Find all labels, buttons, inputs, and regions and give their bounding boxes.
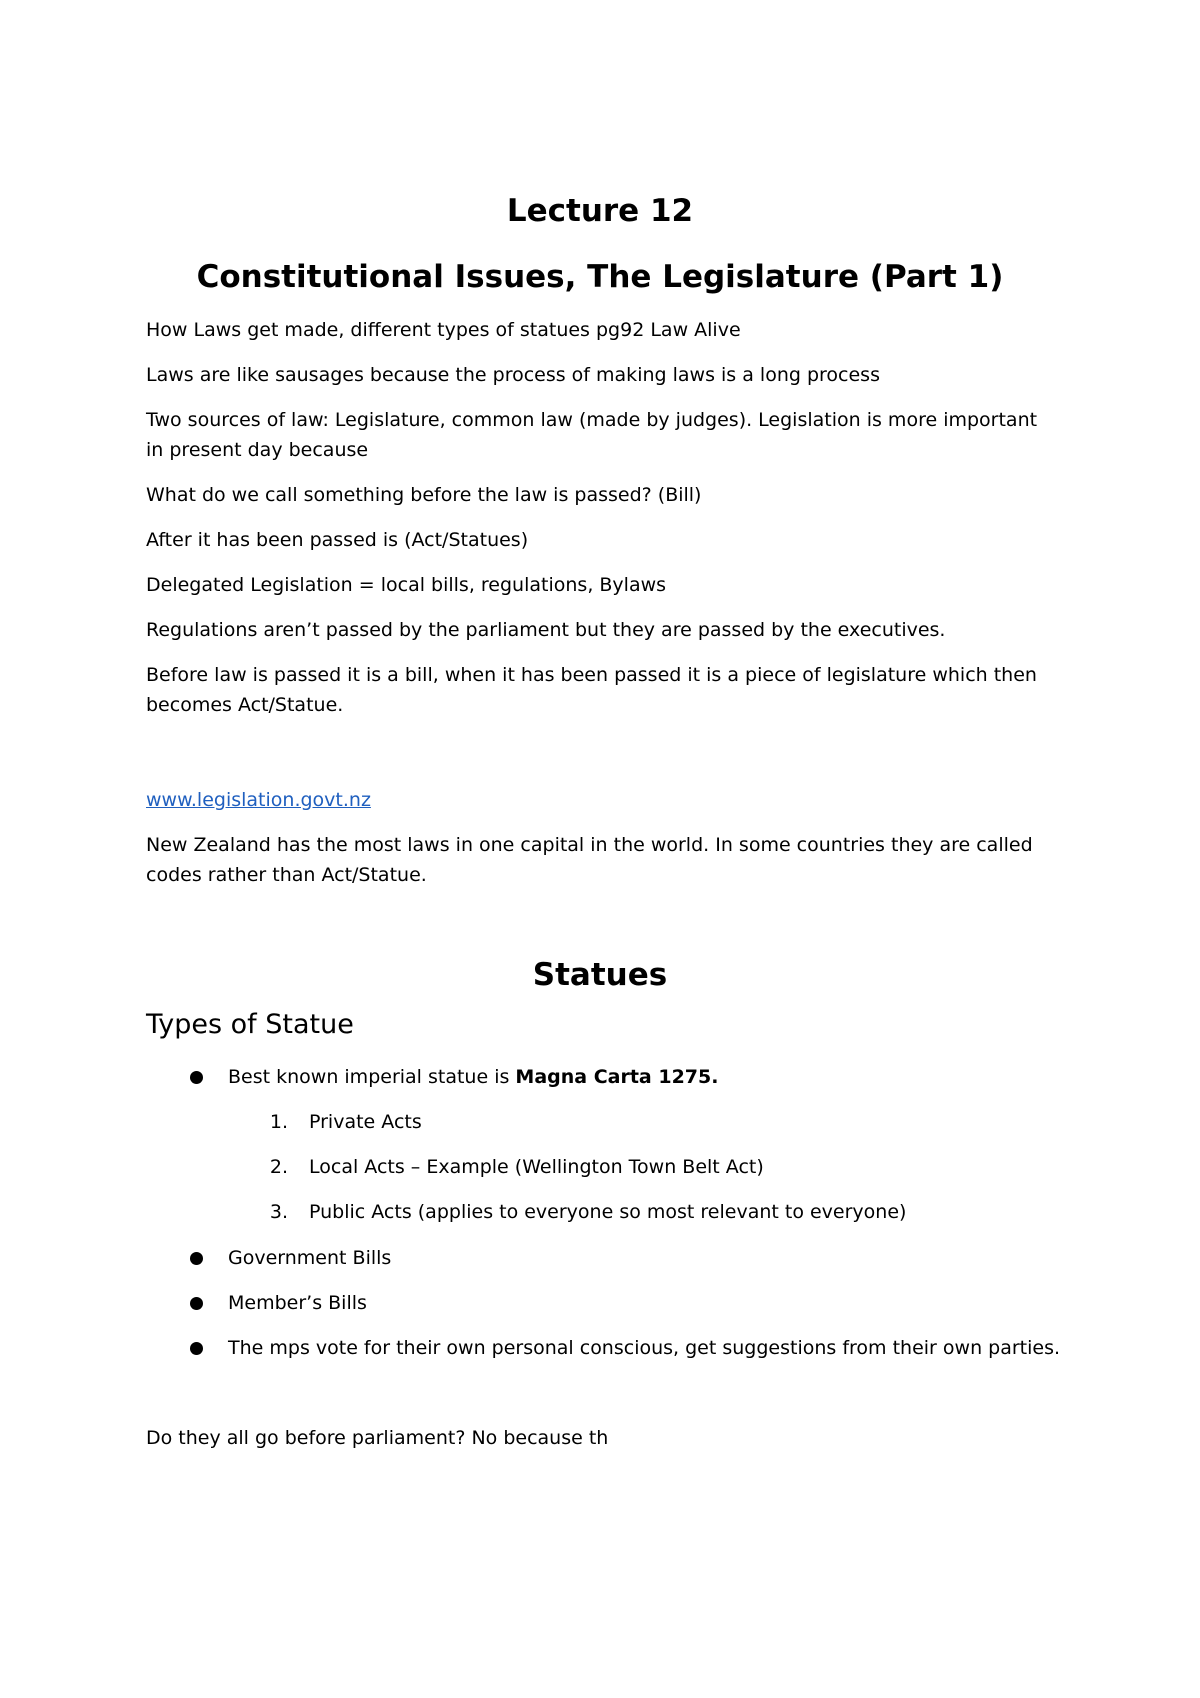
- legislation-website-link[interactable]: www.legislation.govt.nz: [146, 789, 371, 811]
- paragraph-how-laws: How Laws get made, different types of statues pg92 Law Alive: [146, 319, 741, 341]
- paragraph-closing-question: Do they all go before parliament? No because th: [146, 1427, 609, 1449]
- statues-heading: Statues: [532, 957, 668, 993]
- paragraph-new-zealand: New Zealand has the most laws in one capital in the world. In some countries they are called codes rather than Act/Statue.: [146, 834, 1033, 886]
- bullet-mps-vote: The mps vote for their own personal conscious, get suggestions from their own parties.: [228, 1337, 1061, 1359]
- bullet-magna-carta-bold: Magna Carta 1275.: [515, 1066, 719, 1088]
- lecture-heading: Lecture 12: [506, 193, 694, 229]
- bullet-dot-icon: [190, 1071, 203, 1084]
- legislation-link-row: [146, 785, 371, 815]
- paragraph-bill-question: What do we call something before the law is passed? (Bill): [146, 484, 702, 506]
- paragraph-sausages: Laws are like sausages because the process of making laws is a long process: [146, 364, 880, 386]
- list-item-private-acts: Private Acts: [309, 1111, 422, 1133]
- bullet-dot-icon: [190, 1342, 203, 1355]
- list-number-2: 2.: [269, 1156, 288, 1178]
- list-number-3: 3.: [269, 1201, 288, 1223]
- list-item-local-acts: Local Acts – Example (Wellington Town Belt Act): [309, 1156, 764, 1178]
- bullet-government-bills: Government Bills: [228, 1247, 392, 1269]
- bullet-magna-carta: [228, 1062, 718, 1092]
- bullet-magna-carta-text: Best known imperial statue is: [228, 1066, 516, 1088]
- types-of-statue-subheading: Types of Statue: [146, 1009, 354, 1040]
- paragraph-regulations: Regulations aren’t passed by the parliament but they are passed by the executives.: [146, 619, 946, 641]
- bullet-dot-icon: [190, 1297, 203, 1310]
- paragraph-after-passed: After it has been passed is (Act/Statues): [146, 529, 529, 551]
- list-number-1: 1.: [269, 1111, 288, 1133]
- document-title: Constitutional Issues, The Legislature (Part 1): [196, 259, 1004, 295]
- paragraph-before-law-passed: Before law is passed it is a bill, when it has been passed it is a piece of legislature which then becomes Act/Statue.: [146, 664, 1037, 716]
- paragraph-delegated-legislation: Delegated Legislation = local bills, regulations, Bylaws: [146, 574, 667, 596]
- list-item-public-acts: Public Acts (applies to everyone so most relevant to everyone): [309, 1201, 907, 1223]
- bullet-members-bills: Member’s Bills: [228, 1292, 367, 1314]
- bullet-dot-icon: [190, 1252, 203, 1265]
- paragraph-sources-of-law: Two sources of law: Legislature, common law (made by judges). Legislation is more important in present day because: [146, 409, 1038, 461]
